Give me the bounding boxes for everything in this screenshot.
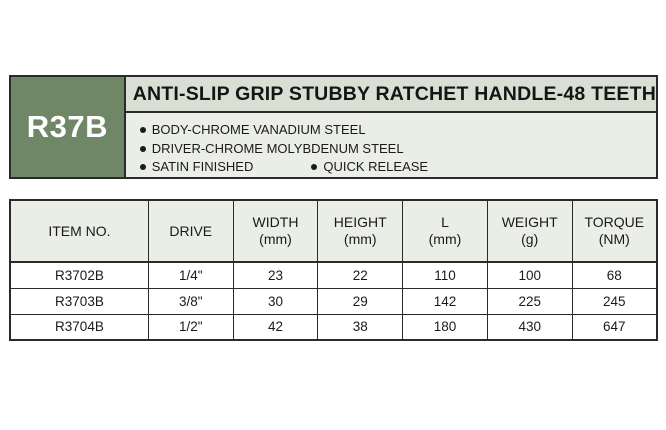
column-unit: (mm) (428, 231, 462, 247)
column-unit: (NM) (598, 231, 630, 247)
feature-label: DRIVER-CHROME MOLYBDENUM STEEL (151, 140, 404, 156)
column-header-torque: TORQUE (NM) (572, 200, 657, 262)
cell-width: 30 (233, 288, 318, 314)
feature-item (140, 121, 366, 140)
cell-item-no: R3704B (10, 314, 148, 340)
feature-label: QUICK RELEASE (323, 159, 429, 174)
cell-weight: 225 (487, 288, 572, 314)
feature-list (126, 113, 656, 177)
bullet-icon (311, 164, 317, 170)
column-header-drive: DRIVE (148, 200, 233, 262)
cell-item-no: R3702B (10, 262, 148, 288)
bullet-icon (140, 146, 146, 152)
product-info (126, 77, 656, 177)
table-header-row (10, 200, 657, 262)
bullet-icon (140, 127, 146, 133)
column-header-length: L (mm) (403, 200, 488, 262)
cell-width: 42 (233, 314, 318, 340)
cell-height: 22 (318, 262, 403, 288)
cell-height: 29 (318, 288, 403, 314)
feature-label: BODY-CHROME VANADIUM STEEL (151, 122, 366, 137)
cell-torque: 245 (572, 288, 657, 314)
table-row (10, 314, 657, 340)
cell-drive: 1/4" (148, 262, 233, 288)
cell-width: 23 (233, 262, 318, 288)
feature-row (140, 158, 656, 177)
column-unit: (g) (521, 231, 539, 247)
bullet-icon (140, 164, 146, 170)
feature-item (140, 140, 404, 159)
cell-drive: 1/2" (148, 314, 233, 340)
column-header-height: HEIGHT (mm) (318, 200, 403, 262)
spec-table (9, 199, 658, 341)
cell-height: 38 (318, 314, 403, 340)
feature-row (140, 140, 656, 159)
cell-torque: 68 (572, 262, 657, 288)
column-header-weight: WEIGHT (g) (487, 200, 572, 262)
column-unit: (mm) (343, 231, 377, 247)
cell-length: 110 (403, 262, 488, 288)
feature-label: SATIN FINISHED (151, 159, 254, 174)
cell-length: 180 (403, 314, 488, 340)
cell-weight: 100 (487, 262, 572, 288)
product-title: ANTI-SLIP GRIP STUBBY RATCHET HANDLE-48 TEETH (126, 77, 656, 113)
table-row (10, 288, 657, 314)
cell-length: 142 (403, 288, 488, 314)
cell-drive: 3/8" (148, 288, 233, 314)
product-code: R37B (11, 77, 126, 177)
product-header (9, 75, 658, 179)
cell-item-no: R3703B (10, 288, 148, 314)
cell-torque: 647 (572, 314, 657, 340)
table-row (10, 262, 657, 288)
column-header-item-no: ITEM NO. (10, 200, 148, 262)
feature-row (140, 121, 656, 140)
column-unit: (mm) (259, 231, 292, 247)
feature-item (311, 158, 428, 177)
cell-weight: 430 (487, 314, 572, 340)
feature-item (140, 158, 254, 177)
column-header-width: WIDTH (mm) (233, 200, 318, 262)
